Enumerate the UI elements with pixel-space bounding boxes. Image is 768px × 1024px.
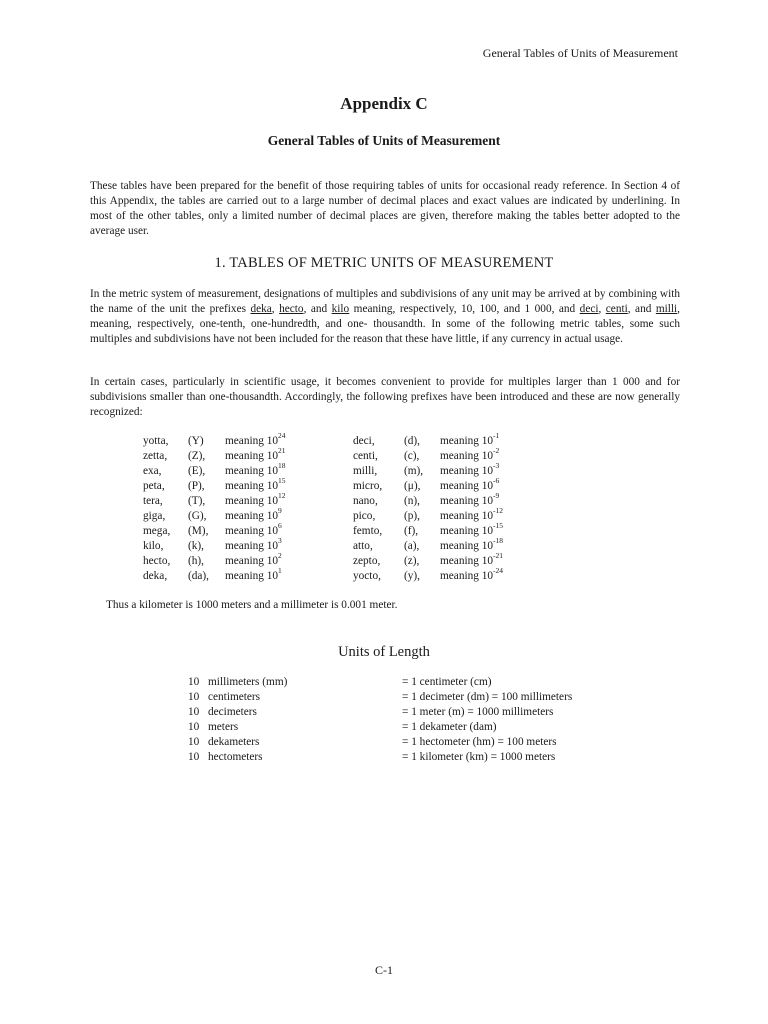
prefix-meaning [225, 536, 353, 554]
prefix-name: nano, [353, 495, 378, 507]
prefix-meaning [225, 476, 353, 494]
meaning-base: meaning 10 [225, 450, 279, 462]
exponent: -2 [493, 446, 500, 456]
prefix-meaning [225, 521, 353, 539]
prefix-symbol: (p), [404, 510, 420, 522]
prefix-meaning [440, 566, 520, 584]
prefix-symbol: (G), [188, 510, 207, 522]
prefix-meaning [440, 476, 520, 494]
meaning-base: meaning 10 [440, 465, 494, 477]
prefix-meaning [225, 506, 353, 524]
underlined-prefix: kilo [331, 303, 350, 315]
exponent: 6 [278, 521, 282, 531]
length-row [188, 720, 572, 735]
meaning-base: meaning 10 [440, 435, 494, 447]
page-number: C-1 [375, 963, 393, 977]
meaning-base: meaning 10 [225, 540, 279, 552]
exponent: -24 [493, 566, 504, 576]
intro-paragraph: These tables have been prepared for the benefit of those requiring tables of units for occasional ready reference. In Section 4 of this Appendix, the tables are carried out to a large number of decimal places and exact values are indicated by underlining. In most of the other tables, only a limited number of decimal places are given, therefore making the tables better adopted to the average user. [90, 180, 680, 237]
prefix-row [143, 539, 520, 554]
prefix-symbol: (f), [404, 525, 419, 537]
prefix-name: yotta, [143, 435, 169, 447]
prefix-symbol: (z), [404, 555, 420, 567]
length-equivalent: = 1 meter (m) = 1000 millimeters [402, 706, 554, 718]
prefix-name: centi, [353, 450, 378, 462]
appendix-label: Appendix C [340, 94, 428, 113]
meaning-base: meaning 10 [440, 495, 494, 507]
length-equivalent: = 1 centimeter (cm) [402, 676, 492, 688]
prefix-name: tera, [143, 495, 163, 507]
exponent: 18 [278, 461, 286, 471]
scientific-prefix-paragraph: In certain cases, particularly in scientific usage, it becomes convenient to provide for multiples larger than 1 000 and for subdivisions smaller than one-thousandth. Accordingly, the following prefixes have been introduced and these are now generally recognized: [90, 376, 680, 418]
underlined-prefix: milli [655, 303, 678, 315]
length-quantity: 10 [188, 691, 200, 703]
prefix-meaning [225, 461, 353, 479]
underlined-prefix: deka [250, 303, 272, 315]
meaning-base: meaning 10 [440, 570, 494, 582]
exponent: -18 [493, 536, 504, 546]
prefix-name: deka, [143, 570, 168, 582]
prefix-name: atto, [353, 540, 373, 552]
prefix-row [143, 464, 520, 479]
prefix-symbol: (m), [404, 465, 424, 477]
para-text: , and [627, 303, 656, 315]
para-text: , meaning, respectively, one-tenth, one-hundredth, and one- thousandth. In some of the following metric tables, some such multiples and subdivisions have not been included for the reason that these have little, if any currency in actual usage. [90, 303, 680, 345]
prefix-name: giga, [143, 510, 166, 522]
exponent: -6 [493, 476, 500, 486]
prefix-meaning [225, 566, 353, 584]
prefix-meaning [440, 506, 520, 524]
length-row [188, 675, 572, 690]
length-row [188, 750, 572, 765]
para-text: , and [303, 303, 332, 315]
underlined-prefix: centi [605, 303, 628, 315]
section-heading: 1. TABLES OF METRIC UNITS OF MEASUREMENT [214, 255, 554, 271]
prefix-symbol: (μ), [404, 480, 421, 492]
exponent: 3 [278, 536, 282, 546]
length-quantity: 10 [188, 721, 200, 733]
para-text: meaning, respectively, 10, 100, and 1 000, and [349, 303, 580, 315]
prefix-name: deci, [353, 435, 375, 447]
metric-prefix-paragraph [90, 287, 680, 347]
prefix-name: femto, [353, 525, 383, 537]
prefix-symbol: (Z), [188, 450, 206, 462]
exponent: 2 [278, 551, 282, 561]
prefix-meaning [225, 446, 353, 464]
length-unit: dekameters [208, 736, 260, 748]
meaning-base: meaning 10 [440, 540, 494, 552]
length-quantity: 10 [188, 736, 200, 748]
prefix-name: yocto, [353, 570, 381, 582]
prefix-row [143, 449, 520, 464]
para-text: In the metric system of measurement, designations of multiples and subdivisions of any unit may be arrived at by combining with the name of the unit the prefixes [90, 288, 680, 315]
exponent: -21 [493, 551, 504, 561]
prefix-symbol: (P), [188, 480, 205, 492]
length-equivalent: = 1 dekameter (dam) [402, 721, 497, 733]
meaning-base: meaning 10 [440, 555, 494, 567]
document-title: General Tables of Units of Measurement [267, 133, 501, 148]
prefix-meaning [225, 551, 353, 569]
prefix-meaning [440, 431, 520, 449]
exponent: -1 [493, 431, 500, 441]
prefix-symbol: (da), [188, 570, 210, 582]
prefix-name: micro, [353, 480, 383, 492]
prefix-meaning [440, 461, 520, 479]
prefix-row [143, 524, 520, 539]
prefix-name: kilo, [143, 540, 164, 552]
prefix-meaning [440, 536, 520, 554]
exponent: 24 [278, 431, 286, 441]
prefix-symbol: (a), [404, 540, 420, 552]
length-unit: centimeters [208, 691, 261, 703]
length-quantity: 10 [188, 676, 200, 688]
meaning-base: meaning 10 [225, 555, 279, 567]
prefix-row [143, 569, 520, 584]
prefix-symbol: (k), [188, 540, 204, 552]
length-row [188, 705, 572, 720]
prefix-symbol: (n), [404, 495, 420, 507]
meaning-base: meaning 10 [225, 495, 279, 507]
length-equivalent: = 1 hectometer (hm) = 100 meters [402, 736, 557, 748]
length-equivalent: = 1 decimeter (dm) = 100 millimeters [402, 691, 573, 703]
meaning-base: meaning 10 [225, 435, 279, 447]
meaning-base: meaning 10 [225, 525, 279, 537]
prefix-name: hecto, [143, 555, 171, 567]
prefix-symbol: (Y) [188, 435, 204, 447]
length-table [188, 675, 572, 765]
prefix-name: pico, [353, 510, 376, 522]
meaning-base: meaning 10 [440, 510, 494, 522]
prefix-name: zetta, [143, 450, 168, 462]
length-row [188, 690, 572, 705]
prefix-symbol: (E), [188, 465, 206, 477]
meaning-base: meaning 10 [440, 480, 494, 492]
prefix-symbol: (T), [188, 495, 206, 507]
prefix-name: exa, [143, 465, 162, 477]
prefix-meaning [225, 491, 353, 509]
prefix-row [143, 494, 520, 509]
length-unit: decimeters [208, 706, 257, 718]
length-unit: hectometers [208, 751, 263, 763]
prefix-symbol: (d), [404, 435, 420, 447]
prefix-name: mega, [143, 525, 171, 537]
exponent: -12 [493, 506, 504, 516]
para-text: , [271, 303, 280, 315]
prefix-meaning [440, 491, 520, 509]
exponent: -9 [493, 491, 500, 501]
underlined-prefix: deci [579, 303, 599, 315]
prefix-meaning [440, 521, 520, 539]
length-quantity: 10 [188, 751, 200, 763]
prefix-name: peta, [143, 480, 165, 492]
meaning-base: meaning 10 [440, 525, 494, 537]
units-of-length-heading: Units of Length [338, 644, 430, 660]
exponent: -3 [493, 461, 500, 471]
prefix-name: zepto, [353, 555, 381, 567]
prefix-row [143, 434, 520, 449]
length-row [188, 735, 572, 750]
prefix-symbol: (y), [404, 570, 420, 582]
meaning-base: meaning 10 [225, 465, 279, 477]
prefix-row [143, 509, 520, 524]
prefix-table [143, 431, 520, 584]
kilometer-example: Thus a kilometer is 1000 meters and a millimeter is 0.001 meter. [106, 599, 398, 611]
prefix-meaning [440, 446, 520, 464]
length-quantity: 10 [188, 706, 200, 718]
exponent: 1 [278, 566, 282, 576]
meaning-base: meaning 10 [225, 510, 279, 522]
prefix-row [143, 554, 520, 569]
exponent: 15 [278, 476, 286, 486]
prefix-meaning [225, 431, 353, 449]
exponent: 9 [278, 506, 282, 516]
meaning-base: meaning 10 [225, 480, 279, 492]
prefix-row [143, 479, 520, 494]
prefix-symbol: (M), [188, 525, 209, 537]
prefix-name: milli, [353, 465, 378, 477]
prefix-meaning [440, 551, 520, 569]
exponent: -15 [493, 521, 504, 531]
underlined-prefix: hecto [279, 303, 304, 315]
length-equivalent: = 1 kilometer (km) = 1000 meters [402, 751, 556, 763]
running-header: General Tables of Units of Measurement [482, 46, 678, 60]
meaning-base: meaning 10 [440, 450, 494, 462]
prefix-symbol: (h), [188, 555, 204, 567]
exponent: 21 [278, 446, 286, 456]
para-text: , [598, 303, 606, 315]
length-unit: millimeters (mm) [208, 676, 288, 688]
meaning-base: meaning 10 [225, 570, 279, 582]
exponent: 12 [278, 491, 286, 501]
length-unit: meters [208, 721, 239, 733]
prefix-symbol: (c), [404, 450, 420, 462]
